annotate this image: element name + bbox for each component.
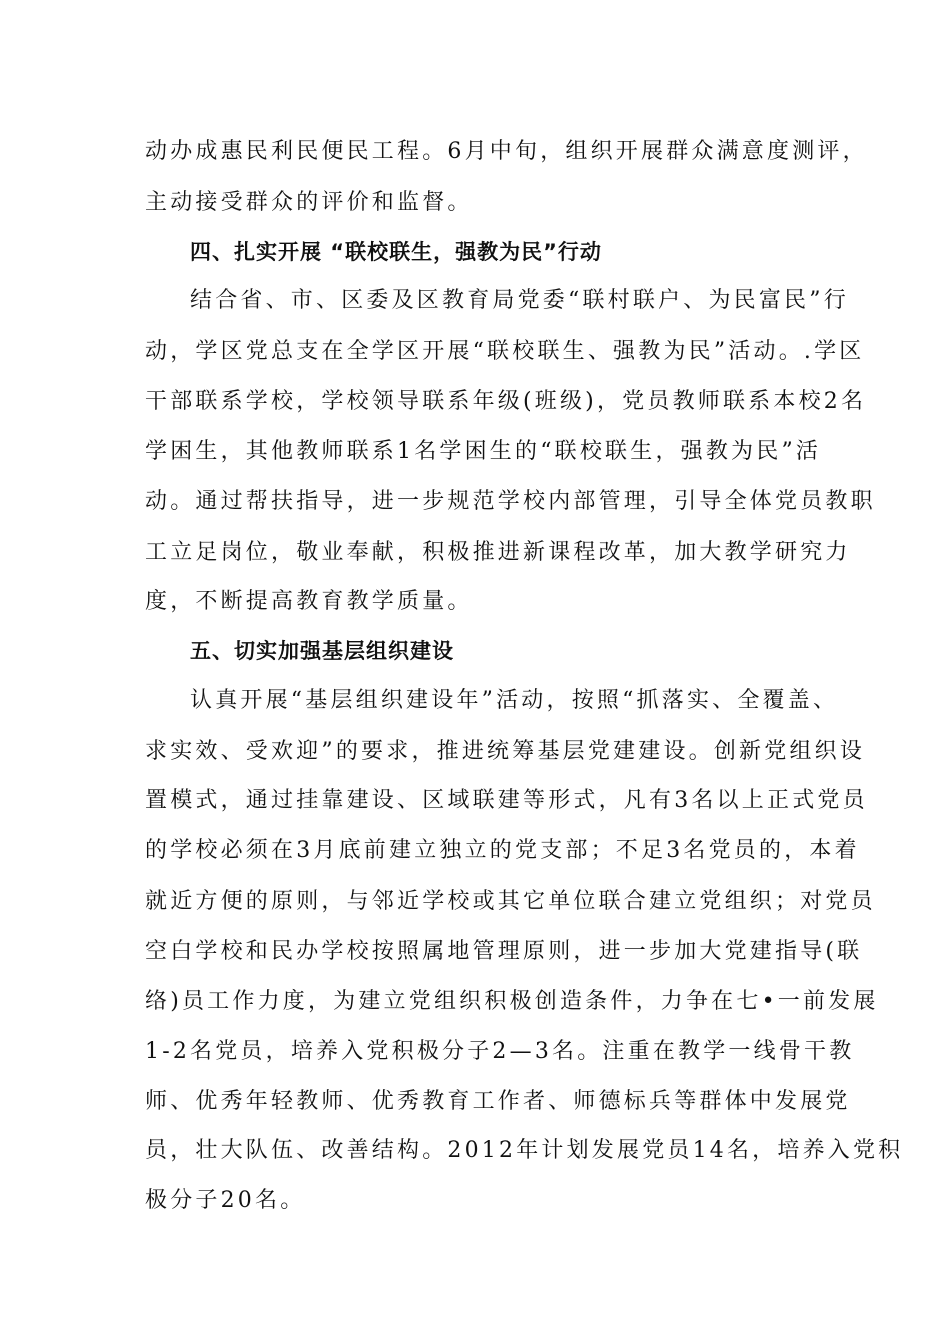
body-text-line: 就近方便的原则，与邻近学校或其它单位联合建立党组织；对党员 xyxy=(145,889,876,914)
body-text-line: 空白学校和民办学校按照属地管理原则，进一步加大党建指导(联 xyxy=(145,939,863,964)
section-heading-four: 四、扎实开展 “联校联生，强教为民”行动 xyxy=(190,240,602,264)
body-text-line: 员，壮大队伍、改善结构。2012年计划发展党员14名，培养入党积 xyxy=(145,1138,904,1163)
body-text-line: 主动接受群众的评价和监督。 xyxy=(145,190,473,215)
body-text-line: 1-2名党员，培养入党积极分子2—3名。注重在教学一线骨干教 xyxy=(145,1039,855,1064)
body-text-line: 学困生，其他教师联系1名学困生的“联校联生，强教为民”活 xyxy=(145,439,822,464)
body-text-line: 工立足岗位，敬业奉献，积极推进新课程改革，加大教学研究力 xyxy=(145,540,851,565)
body-text-line: 动办成惠民利民便民工程。6月中旬，组织开展群众满意度测评， xyxy=(145,139,868,164)
body-text-line: 认真开展“基层组织建设年”活动，按照“抓落实、全覆盖、 xyxy=(190,688,839,713)
body-text-line: 度，不断提高教育教学质量。 xyxy=(145,589,473,614)
body-text-line: 求实效、受欢迎”的要求，推进统筹基层党建建设。创新党组织设 xyxy=(145,739,866,764)
body-text-line: 极分子20名。 xyxy=(145,1188,306,1213)
body-text-line: 干部联系学校，学校领导联系年级(班级)，党员教师联系本校2名 xyxy=(145,389,867,414)
body-text-line: 动，学区党总支在全学区开展“联校联生、强教为民”活动。.学区 xyxy=(145,339,865,364)
body-text-line: 动。通过帮扶指导，进一步规范学校内部管理，引导全体党员教职 xyxy=(145,489,876,514)
body-text-line: 结合省、市、区委及区教育局党委“联村联户、为民富民”行 xyxy=(190,288,849,313)
body-text-line: 师、优秀年轻教师、优秀教育工作者、师德标兵等群体中发展党 xyxy=(145,1089,851,1114)
body-text-line: 的学校必须在3月底前建立独立的党支部；不足3名党员的，本着 xyxy=(145,838,860,863)
section-heading-five: 五、切实加强基层组织建设 xyxy=(190,639,454,663)
body-text-line: 络)员工作力度，为建立党组织积极创造条件，力争在七•一前发展 xyxy=(145,989,879,1014)
body-text-line: 置模式，通过挂靠建设、区域联建等形式，凡有3名以上正式党员 xyxy=(145,788,868,813)
